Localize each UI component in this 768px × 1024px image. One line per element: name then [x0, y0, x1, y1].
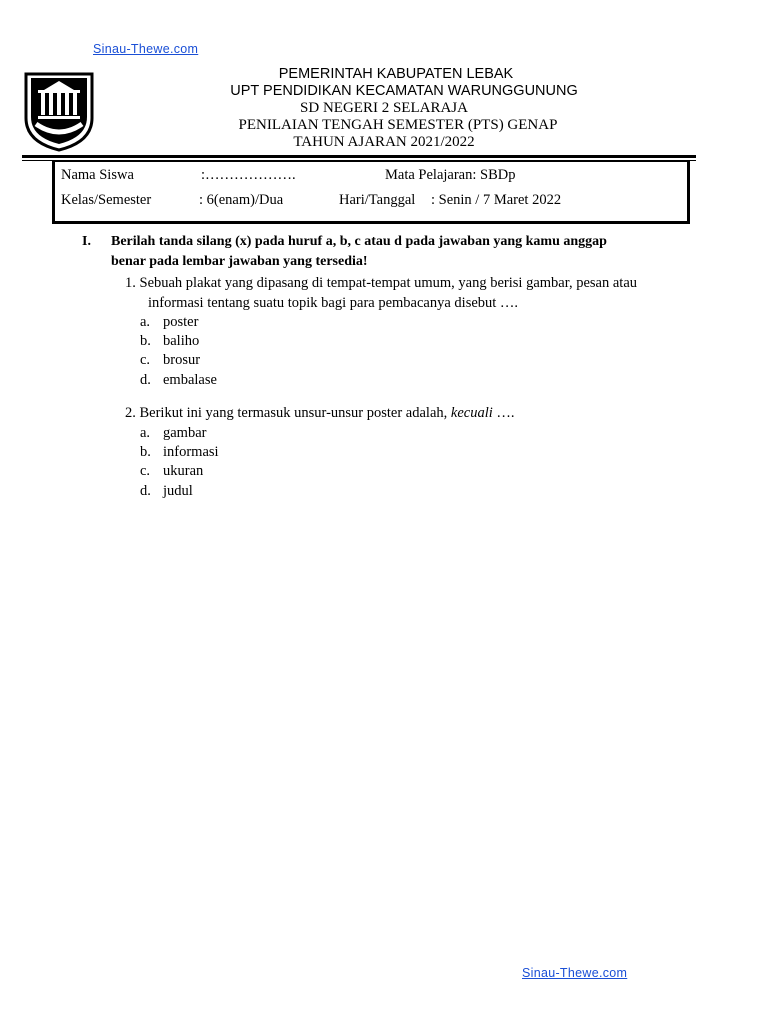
question-2-prefix: 2. Berikut ini yang termasuk unsur-unsur poster adalah,	[125, 405, 451, 421]
watermark-link-bottom[interactable]: Sinau-Thewe.com	[522, 966, 628, 980]
student-name-label: Nama Siswa	[61, 167, 134, 183]
q2-option-d-text[interactable]: judul	[163, 483, 193, 499]
question-2-emphasis: kecuali	[450, 405, 493, 421]
day-date-label: Hari/Tanggal	[339, 192, 416, 208]
class-semester-label: Kelas/Semester	[61, 192, 152, 208]
watermark-link-top[interactable]: Sinau-Thewe.com	[93, 42, 199, 56]
section-numeral: I.	[82, 234, 91, 249]
q1-option-c-text[interactable]: brosur	[163, 352, 201, 368]
q2-option-a-text[interactable]: gambar	[163, 425, 207, 441]
q1-option-b-letter[interactable]: b.	[140, 333, 151, 349]
q2-option-b-letter[interactable]: b.	[140, 444, 151, 460]
student-name-field[interactable]: :……………….	[201, 167, 296, 183]
q1-option-b-text[interactable]: baliho	[163, 333, 200, 349]
q1-option-d-letter[interactable]: d.	[140, 372, 151, 388]
q1-option-a-text[interactable]: poster	[163, 314, 199, 330]
question-2-line1	[125, 405, 515, 422]
question-2-suffix: ….	[492, 405, 515, 421]
q2-option-a-letter[interactable]: a.	[140, 425, 151, 441]
header-upt: UPT PENDIDIKAN KECAMATAN WARUNGGUNUNG	[230, 83, 578, 99]
q2-option-c-text[interactable]: ukuran	[163, 463, 204, 479]
question-1-line2: informasi tentang suatu topik bagi para pembacanya disebut ….	[148, 295, 519, 311]
subject-label: Mata Pelajaran: SBDp	[385, 167, 516, 183]
question-1-line1: 1. Sebuah plakat yang dipasang di tempat-tempat umum, yang berisi gambar, pesan atau	[125, 275, 638, 291]
header-year: TAHUN AJARAN 2021/2022	[293, 134, 475, 150]
section-instruction-line2: benar pada lembar jawaban yang tersedia!	[111, 254, 368, 269]
header-exam: PENILAIAN TENGAH SEMESTER (PTS) GENAP	[238, 117, 558, 133]
header-divider-thick	[22, 155, 696, 158]
header-school: SD NEGERI 2 SELARAJA	[300, 100, 468, 116]
q2-option-d-letter[interactable]: d.	[140, 483, 151, 499]
class-semester-value: : 6(enam)/Dua	[199, 192, 284, 208]
q1-option-d-text[interactable]: embalase	[163, 372, 217, 388]
q2-option-c-letter[interactable]: c.	[140, 463, 151, 479]
day-date-value: : Senin / 7 Maret 2022	[431, 192, 562, 208]
section-instruction-line1: Berilah tanda silang (x) pada huruf a, b, c atau d pada jawaban yang kamu anggap	[111, 234, 607, 249]
q1-option-a-letter[interactable]: a.	[140, 314, 151, 330]
q1-option-c-letter[interactable]: c.	[140, 352, 151, 368]
q2-option-b-text[interactable]: informasi	[163, 444, 219, 460]
header-government: PEMERINTAH KABUPATEN LEBAK	[278, 66, 514, 82]
